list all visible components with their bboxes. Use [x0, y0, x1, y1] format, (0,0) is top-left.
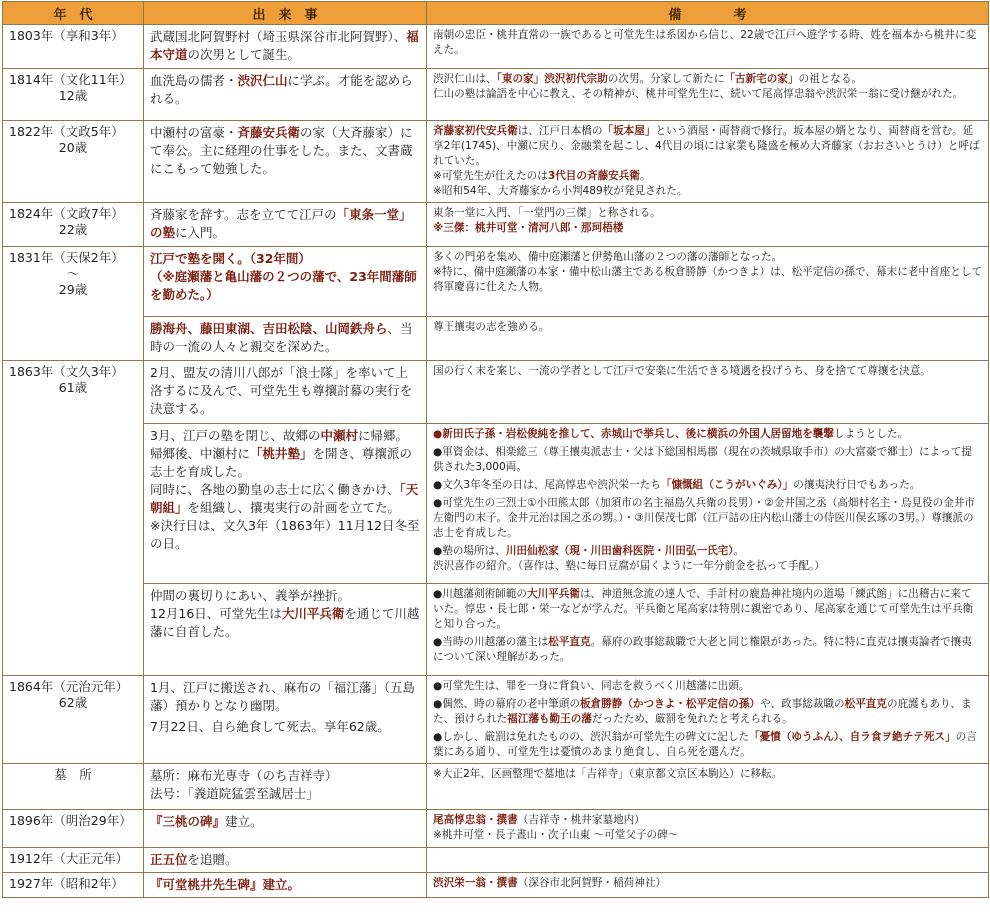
- note-text: だったため、厳罰を免れたと考えられる。: [591, 713, 793, 725]
- note-text: ●可堂先生の三烈士①小田熊太郎（加須市の名主福島久兵衛の長男）・②金井国之丞（高畑村名主・烏見役の金井市左衛門の末子。金井元治は国之丞の甥。）・③川俣茂七郎（江戸詰の庄内松山藩士の侍医川俣玄琢の3男。）尊攘派の志士を育成した。: [433, 497, 976, 539]
- event-highlight: 『三桃の碑』: [150, 814, 226, 829]
- note-text: ●可堂先生は、罪を一身に背負い、同志を救うべく川越藩に出頭。: [433, 680, 750, 692]
- note-cell: [427, 584, 989, 676]
- year-cell: [3, 873, 144, 898]
- year-label: 1803年（享和3年）: [9, 28, 124, 43]
- note-text: 南朝の忠臣・桃井直常の一族であると可堂先生は系図から信じ、22歳で江戸へ遊学する時、姓を福本から桃井に変えた。: [433, 29, 977, 56]
- year-cell: [3, 121, 144, 203]
- table-row: [3, 676, 989, 764]
- note-text: ※特に、備中庭瀬藩の本家・備中松山藩主である板倉勝静（かつきよ）は、松平定信の孫で、幕末に老中首座として将軍慶喜に仕えた人物。: [433, 266, 982, 293]
- note-text: や、政事総裁職の: [760, 698, 845, 710]
- event-highlight: 正五位: [150, 852, 188, 867]
- note-highlight: 福江藩も勤王の藩: [507, 713, 592, 725]
- year-label: 1822年（文政5年）: [9, 124, 124, 139]
- note-text: 仁山の塾は論語を中心に教え、その精神が、桃井可堂先生に、続いて尾高惇忠翁や渋沢栄一翁に受け継がれた。: [433, 88, 964, 100]
- event-cell: [144, 810, 427, 848]
- event-text: 3月、江戸の塾を閉じ、故郷の: [150, 428, 321, 443]
- event-text: 武蔵国北阿賀野村（埼玉県深谷市北阿賀野）、: [150, 29, 407, 44]
- event-text: 墓所：麻布光専寺（のち吉祥寺）: [150, 768, 338, 783]
- event-highlight: 「東条一堂」の塾: [150, 207, 412, 240]
- table-row: [3, 361, 989, 424]
- note-text: 渋沢仁山は、: [433, 73, 497, 85]
- table-row: [3, 873, 989, 898]
- note-text: の言葉にある通り、可堂先生は憂憤のあまり絶食し、自ら死を選んだ。: [433, 731, 977, 758]
- event-cell: [144, 121, 427, 203]
- event-text: 2月、盟友の清川八郎が「浪士隊」を率いて上洛するに及んで、可堂先生も尊攘討幕の実行を決意する。: [150, 365, 413, 416]
- age-label: 29歳: [58, 282, 88, 297]
- note-cell: [427, 69, 989, 121]
- event-highlight: 渋沢仁山: [237, 73, 288, 88]
- event-highlight: 「天朝組」: [150, 482, 419, 515]
- year-label: 1863年（文久3年）: [9, 364, 124, 379]
- table-row: [3, 810, 989, 848]
- note-text: 多くの門弟を集め、備中庭瀬藩と伊勢亀山藩の２つの藩の藩師となった。: [433, 251, 783, 263]
- note-text: しようとした。: [834, 428, 909, 440]
- note-text: ※桃井可堂・長子晝山・次子山東 ～可堂父子の碑～: [433, 829, 679, 841]
- tilde-label: ～: [66, 266, 80, 281]
- note-cell: [427, 848, 989, 873]
- note-text: ●偶然、時の幕府の老中筆頭の: [433, 698, 580, 710]
- table-row: [3, 25, 989, 69]
- note-highlight: 松平直克: [844, 698, 887, 710]
- note-text: （吉祥寺・桃井家墓地内）: [517, 814, 645, 826]
- note-text: の次男。分家して新たに: [607, 73, 725, 85]
- note-text: ※昭和54年、大斉藤家から小判489枚が発見された。: [433, 185, 688, 197]
- event-cell: [144, 361, 427, 424]
- event-text: に学ぶ。才能を認められる。: [150, 73, 413, 106]
- note-highlight: 板倉勝静（かつきよ・松平定信の孫）: [579, 698, 761, 710]
- event-cell: [144, 247, 427, 317]
- event-text: 、当時の一流の人々と親交を深めた。: [150, 321, 413, 354]
- note-cell: [427, 873, 989, 898]
- year-cell: [3, 69, 144, 121]
- note-highlight: 「坂本屋」: [602, 125, 656, 137]
- year-cell: [3, 764, 144, 810]
- note-text: は、江戸日本橋の: [517, 125, 603, 137]
- note-text: （深谷市北阿賀野・稲荷神社）: [517, 877, 667, 889]
- note-text: は、神道無念流の達人で、手計村の鹿島神社境内の道場「練武館」に出稽古に来ていた。惇忠・長七郎・栄一などが学んだ。平兵衛と尾高家は特別に親密であり、尾高家を通じて可堂先生は平兵衛と知り合った。: [433, 588, 974, 630]
- table-row: [3, 317, 989, 361]
- note-text: の攘夷決行日でもあった。: [793, 479, 921, 491]
- event-text: 法号：「義道院猛雲至誠居士」: [150, 786, 319, 801]
- year-cell: [3, 361, 144, 676]
- note-cell: [427, 121, 989, 203]
- event-cell: [144, 203, 427, 247]
- note-highlight: 川田仙松家（現・川田歯科医院・川田弘一氏宅）: [505, 545, 734, 557]
- event-highlight: 中瀬村: [320, 428, 358, 443]
- event-text: 1月、江戸に搬送され、麻布の「福江藩」（五島藩）預かりとなり幽閉。: [150, 680, 415, 713]
- note-text: 。: [733, 545, 745, 557]
- note-cell: [427, 203, 989, 247]
- note-cell: [427, 247, 989, 317]
- event-highlight: 斉藤安兵衛: [237, 125, 301, 140]
- year-label: 1896年（明治29年）: [9, 813, 132, 828]
- event-cell: [144, 676, 427, 764]
- header-note: 備 考: [427, 2, 989, 25]
- event-text: ※決行日は、文久3年（1863年）11月12日冬至の日。: [150, 518, 420, 551]
- note-highlight: ※三傑：桃井可堂・清河八郎・那珂梧楼: [433, 222, 624, 234]
- event-text: 12月16日、可堂先生は: [150, 606, 282, 621]
- event-highlight: 『可堂桃井先生碑』建立。: [150, 877, 301, 892]
- age-label: 12歳: [58, 88, 88, 103]
- note-cell: [427, 424, 989, 584]
- event-cell: [144, 848, 427, 873]
- note-text: 東条一堂に入門、「一堂門の三傑」と称される。: [433, 207, 661, 219]
- age-label: 61歳: [58, 380, 88, 395]
- note-cell: [427, 361, 989, 424]
- event-text: に帰郷。帰郷後、中瀬村に: [150, 428, 408, 461]
- note-highlight: ●新田氏子孫・岩松俊純を推して、赤城山で挙兵し、後に横浜の外国人居留地を襲撃: [433, 428, 834, 440]
- note-highlight: 「慷慨組（こうがいぐみ）」: [660, 479, 794, 491]
- table-header-row: [3, 2, 989, 25]
- event-text: 建立。: [225, 814, 263, 829]
- note-cell: [427, 810, 989, 848]
- note-text: ●塾の場所は、: [433, 545, 506, 557]
- note-text: という酒屋・両替商で修行。坂本屋の婿となり、両替商を営む。延享2年(1745)、中瀬に戻り、金融業を起こし、4代目の頃には家業も隆盛を極め大斉藤家（おおさいとうけ）と呼ばれていた。: [433, 125, 980, 167]
- note-text: ●川越藩剣術師範の: [433, 588, 527, 600]
- note-highlight: 「東の家」渋沢初代宗助: [496, 73, 608, 85]
- year-label: 墓 所: [54, 767, 92, 782]
- event-cell: [144, 764, 427, 810]
- note-text: 渋沢喜作の紹介。（喜作は、塾に毎日豆腐が届くように一年分前金を払って手配。）: [433, 560, 825, 572]
- note-highlight: 斉藤家初代安兵衛: [433, 125, 518, 137]
- year-label: 1824年（文政7年）: [9, 206, 124, 221]
- table-row: [3, 121, 989, 203]
- year-label: 1831年（天保2年）: [9, 250, 124, 265]
- event-text: 中瀬村の富豪・: [150, 125, 238, 140]
- note-cell: [427, 676, 989, 764]
- event-text: を開き、尊攘派の志士を育成した。: [150, 446, 413, 479]
- note-text: ※大正2年、区画整理で墓地は「吉祥寺」（東京都文京区本駒込）に移転。: [433, 768, 783, 780]
- note-text: ※可堂先生が仕えたのは: [433, 170, 548, 182]
- event-cell: [144, 69, 427, 121]
- note-highlight: 大川平兵衛: [527, 588, 580, 600]
- event-cell: [144, 317, 427, 361]
- table-row: [3, 203, 989, 247]
- note-text: ●当時の川越藩の藩主は: [433, 636, 549, 648]
- event-text: 仲間の裏切りにあい、義挙が挫折。: [150, 588, 351, 603]
- event-text: の次男として誕生。: [187, 47, 301, 62]
- year-label: 1814年（文化11年）: [9, 72, 132, 87]
- year-cell: [3, 247, 144, 361]
- note-text: 。幕府の政事総裁職で大老と同じ権限があった。特に特に直克は攘夷論者で攘夷について深い理解があった。: [433, 636, 972, 663]
- note-text: ●文久3年冬至の日は、尾高惇忠や渋沢栄一たち: [433, 479, 661, 491]
- event-highlight: 福本守道: [150, 29, 419, 62]
- event-highlight: 大川平兵衛: [281, 606, 345, 621]
- note-text: の庇護もあり、また、預けられた: [433, 698, 972, 725]
- age-label: 20歳: [58, 140, 88, 155]
- history-table: [2, 1, 989, 898]
- note-highlight: 松平直克: [548, 636, 591, 648]
- note-text: ●軍資金は、相楽総三（尊王攘夷派志士・父は下総国相馬郡（現在の茨城県取手市）の大富豪で郷士）によって提供された3,000両。: [433, 446, 972, 473]
- year-cell: [3, 810, 144, 848]
- note-text: 国の行く末を案じ、一流の学者として江戸で安楽に生活できる境遇を投げうち、身を捨てて尊攘を決意。: [433, 365, 931, 377]
- note-highlight: 「憂憤（ゆうふん）、自ラ食ヲ絶チテ死ス」: [749, 731, 956, 743]
- note-text: の祖となる。: [798, 73, 863, 85]
- table-row: [3, 424, 989, 584]
- note-highlight: 渋沢栄一翁・撰書: [433, 877, 518, 889]
- event-highlight: 勝海舟、藤田東湖、吉田松陰、山岡鉄舟ら: [150, 321, 388, 336]
- event-highlight: 「桃井塾」: [250, 446, 313, 461]
- header-event: 出 来 事: [144, 2, 427, 25]
- event-cell: [144, 873, 427, 898]
- note-text: 尊王攘夷の志を強める。: [433, 321, 550, 333]
- event-text: の家（大斉藤家）にて奉公。主に経理の仕事をした。また、文書蔵にこもって勉強した。: [150, 125, 413, 176]
- year-label: 1912年（大正元年）: [9, 851, 129, 866]
- age-label: 22歳: [58, 222, 88, 237]
- event-highlight: （※庭瀬藩と亀山藩の２つの藩で、23年間藩師を勤めた。）: [150, 269, 417, 302]
- table-row: [3, 584, 989, 676]
- event-cell: [144, 424, 427, 584]
- year-label: 1864年（元治元年）: [9, 679, 129, 694]
- event-text: に入門。: [175, 225, 226, 240]
- year-cell: [3, 848, 144, 873]
- year-label: 1927年（昭和2年）: [9, 876, 124, 891]
- table-row: [3, 848, 989, 873]
- note-highlight: 尾高惇忠翁・撰書: [433, 814, 518, 826]
- year-cell: [3, 676, 144, 764]
- note-highlight: 3代目の斉藤安兵衛: [547, 170, 640, 182]
- table-row: [3, 69, 989, 121]
- table-row: [3, 247, 989, 317]
- event-text: 斉藤家を辞す。志を立てて江戸の: [150, 207, 337, 222]
- note-text: ●しかし、厳罰は免れたものの、渋沢翁が可堂先生の碑文に記した: [433, 731, 750, 743]
- note-cell: [427, 764, 989, 810]
- event-text: を追贈。: [187, 852, 238, 867]
- table-row: [3, 764, 989, 810]
- year-cell: [3, 25, 144, 69]
- note-highlight: 「古新宅の家」: [724, 73, 799, 85]
- event-text: 同時に、各地の勤皇の志士に広く働きかけ、: [150, 482, 400, 497]
- note-cell: [427, 317, 989, 361]
- event-text: を通じて川越藩に自首した。: [150, 606, 420, 639]
- year-cell: [3, 203, 144, 247]
- header-year: 年 代: [3, 2, 144, 25]
- note-text: 。: [639, 170, 651, 182]
- age-label: 62歳: [58, 695, 88, 710]
- event-highlight: 江戸で塾を開く。（32年間）: [150, 251, 311, 266]
- event-cell: [144, 25, 427, 69]
- event-cell: [144, 584, 427, 676]
- event-text: 血洗島の儒者・: [150, 73, 238, 88]
- note-cell: [427, 25, 989, 69]
- event-text: 7月22日、自ら絶食して死去。享年62歳。: [150, 719, 390, 734]
- event-text: を組織し、攘夷実行の計画を立てた。: [187, 500, 401, 515]
